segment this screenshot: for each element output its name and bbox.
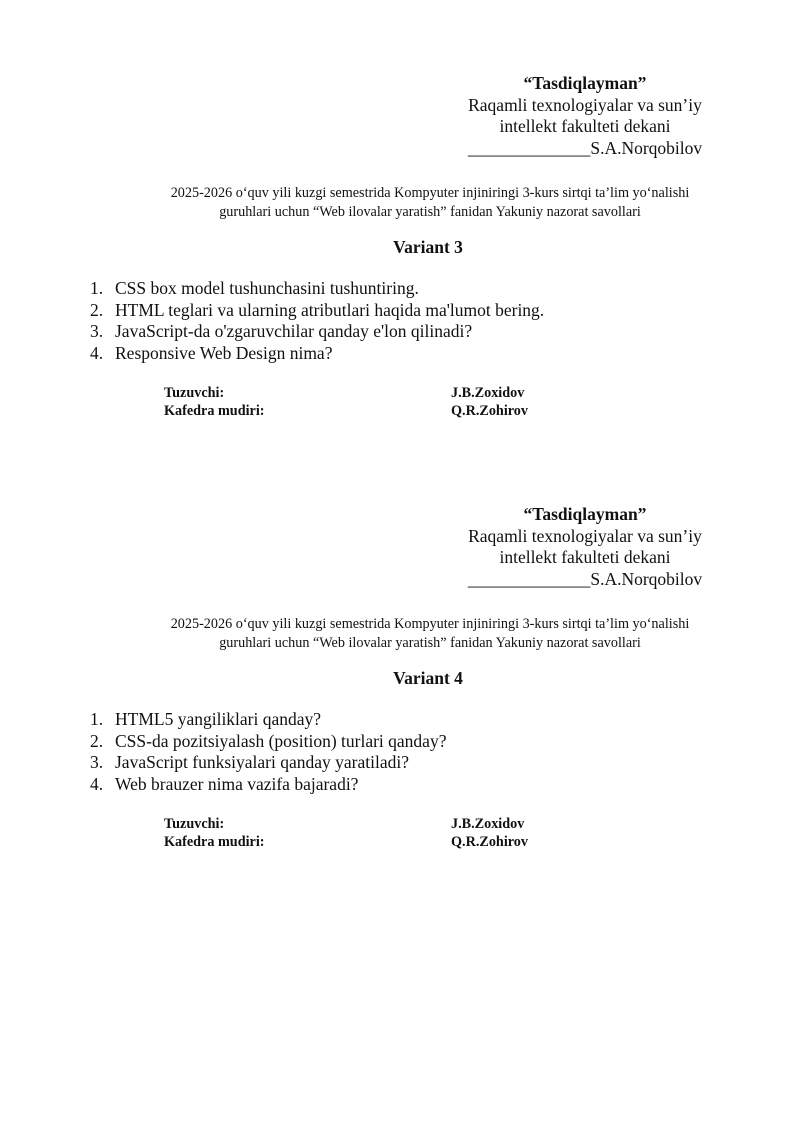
approval-block <box>440 73 730 159</box>
signature-name: Q.R.Zohirov <box>451 403 528 419</box>
signature-row <box>164 402 584 420</box>
signature-row <box>164 833 584 851</box>
signature-role: Tuzuvchi: <box>164 385 225 401</box>
question-list <box>90 709 446 795</box>
question-number: 3. <box>90 321 104 342</box>
question-number: 4. <box>90 342 104 363</box>
question-item <box>90 300 544 322</box>
question-item <box>90 343 544 365</box>
signatures-block <box>164 815 584 851</box>
question-number: 3. <box>90 752 104 773</box>
question-item <box>90 774 446 796</box>
question-item <box>90 321 544 343</box>
intro-line-1: 2025-2026 o‘quv yili kuzgi semestrida Kompyuter injiniringi 3-kurs sirtqi ta’lim yo‘nalishi <box>170 616 690 632</box>
signature-name: Q.R.Zohirov <box>451 834 528 850</box>
approval-signature-line <box>440 138 730 160</box>
question-number: 4. <box>90 773 104 794</box>
intro-line-2: guruhlari uchun “Web ilovalar yaratish” fanidan Yakuniy nazorat savollari <box>219 635 641 651</box>
approval-line-1: Raqamli texnologiyalar va sun’iy <box>468 94 702 115</box>
question-text: JavaScript funksiyalari qanday yaratiladi? <box>115 752 409 773</box>
approval-title: “Tasdiqlayman” <box>523 73 647 93</box>
question-number: 2. <box>90 730 104 751</box>
signature-blank: ______________ <box>467 568 591 589</box>
signature-role: Tuzuvchi: <box>164 816 225 832</box>
question-number: 1. <box>90 709 104 729</box>
exam-intro <box>110 615 750 653</box>
variant-title: Variant 4 <box>393 668 463 688</box>
question-text: Web brauzer nima vazifa bajaradi? <box>115 773 359 794</box>
approval-signer: S.A.Norqobilov <box>590 568 703 589</box>
question-item <box>90 278 544 300</box>
approval-signer: S.A.Norqobilov <box>590 137 703 158</box>
approval-line-1: Raqamli texnologiyalar va sun’iy <box>468 525 702 546</box>
question-number: 2. <box>90 299 104 320</box>
approval-line-2: intellekt fakulteti dekani <box>499 116 671 136</box>
signature-name: J.B.Zoxidov <box>451 385 525 401</box>
signature-row <box>164 384 584 402</box>
approval-signature-line <box>440 569 730 591</box>
question-item <box>90 709 446 731</box>
signatures-block <box>164 384 584 420</box>
intro-line-1: 2025-2026 o‘quv yili kuzgi semestrida Kompyuter injiniringi 3-kurs sirtqi ta’lim yo‘nalishi <box>170 185 690 201</box>
signature-role: Kafedra mudiri: <box>164 834 265 850</box>
question-list <box>90 278 544 364</box>
question-item <box>90 731 446 753</box>
approval-title: “Tasdiqlayman” <box>523 504 647 524</box>
question-text: HTML5 yangiliklari qanday? <box>115 709 322 729</box>
question-text: Responsive Web Design nima? <box>115 342 333 363</box>
signature-row <box>164 815 584 833</box>
question-text: JavaScript-da o'zgaruvchilar qanday e'lon qilinadi? <box>115 321 473 342</box>
question-text: CSS box model tushunchasini tushuntiring. <box>115 278 419 298</box>
question-text: HTML teglari va ularning atributlari haqida ma'lumot bering. <box>115 299 545 320</box>
signature-name: J.B.Zoxidov <box>451 816 525 832</box>
approval-block <box>440 504 730 590</box>
signature-role: Kafedra mudiri: <box>164 403 265 419</box>
question-text: CSS-da pozitsiyalash (position) turlari qanday? <box>115 730 447 751</box>
question-item <box>90 752 446 774</box>
variant-title: Variant 3 <box>393 237 463 257</box>
exam-intro <box>110 184 750 222</box>
signature-blank: ______________ <box>467 137 591 158</box>
approval-line-2: intellekt fakulteti dekani <box>499 547 671 567</box>
question-number: 1. <box>90 278 104 298</box>
intro-line-2: guruhlari uchun “Web ilovalar yaratish” fanidan Yakuniy nazorat savollari <box>219 204 641 220</box>
